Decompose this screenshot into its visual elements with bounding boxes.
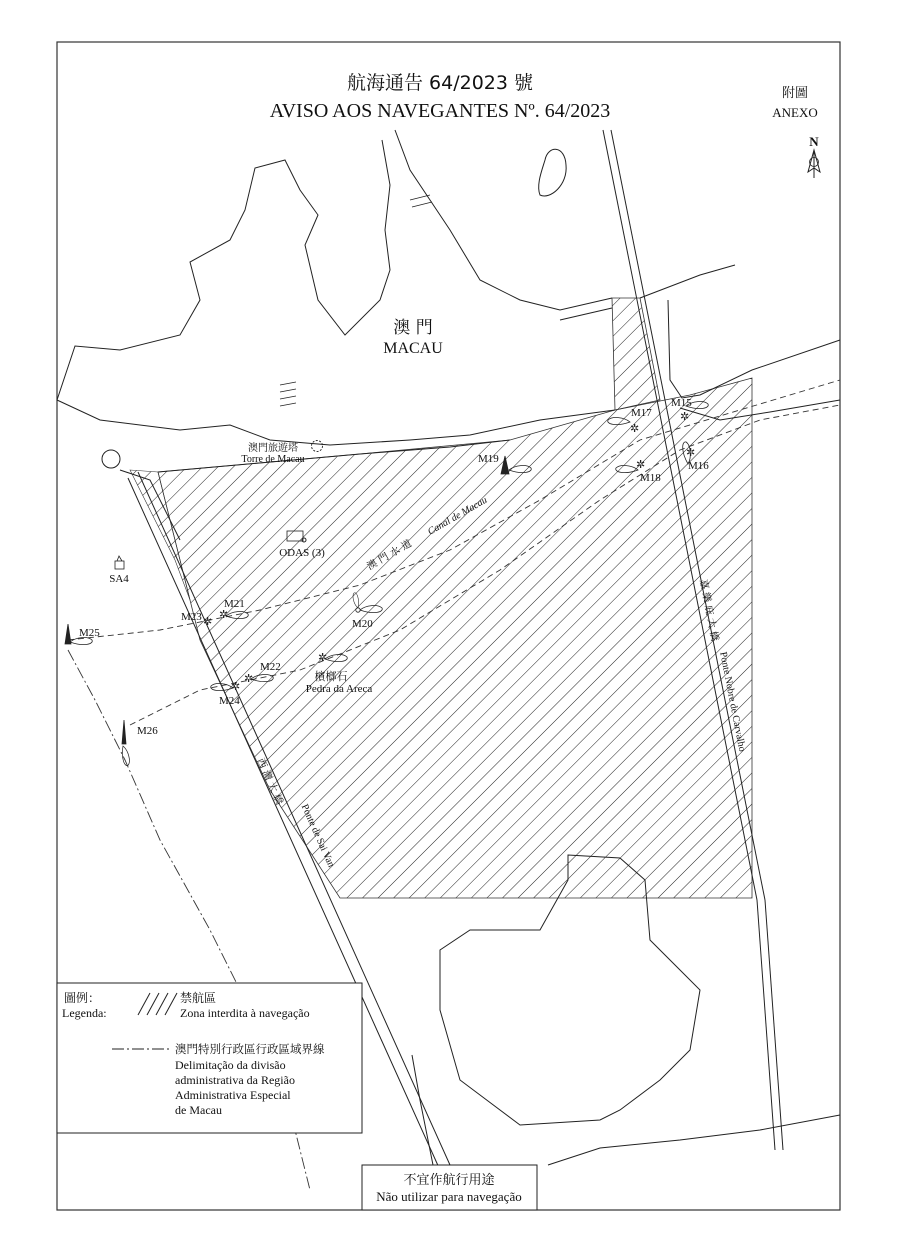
north-label: N [809, 134, 819, 149]
macau-label-pt: MACAU [383, 340, 443, 357]
svg-text:✲: ✲ [686, 446, 696, 459]
tower-label-zh: 澳門旅遊塔 [248, 443, 298, 454]
sa4-buoy-icon [115, 556, 124, 569]
tower-label-pt: Torre de Macau [241, 454, 305, 465]
tower-icon [312, 441, 323, 452]
marker-label-m15: M15 [671, 397, 692, 409]
svg-text:✲: ✲ [231, 680, 241, 693]
bridge-east-label-pt: Ponte Nobre de Carvalho [717, 650, 748, 753]
legend-boundary-pt-1: Delimitação da divisão [175, 1058, 286, 1072]
marker-label-m16: M16 [688, 460, 709, 472]
macau-label-zh: 澳 門 [393, 318, 433, 338]
north-arrow [808, 134, 820, 178]
marker-label-m22: M22 [260, 661, 281, 673]
sa4-label: SA4 [109, 573, 129, 585]
annex-pt: ANEXO [772, 105, 818, 120]
marker-label-m17: M17 [631, 407, 652, 419]
title-zh: 航海通告 64/2023 號 [346, 72, 534, 94]
legend [57, 983, 362, 1133]
marker-label-m19: M19 [478, 453, 499, 465]
areca-label-pt: Pedra da Areca [305, 683, 373, 695]
svg-text:✲: ✲ [318, 651, 328, 664]
legend-boundary-pt-2: administrativa da Região [175, 1073, 295, 1087]
legend-boundary-pt-4: de Macau [175, 1103, 222, 1117]
legend-restricted-zh: 禁航區 [180, 991, 217, 1005]
svg-text:✲: ✲ [203, 615, 213, 628]
legend-title-pt: Legenda: [62, 1006, 107, 1020]
not-for-navigation-zh: 不宜作航行用途 [403, 1173, 495, 1188]
bridge-east-label-zh: 嘉 樂 庇 大 橋 [697, 578, 720, 643]
not-for-navigation-pt: Não utilizar para navegação [376, 1189, 522, 1204]
svg-text:✲: ✲ [680, 410, 690, 423]
marker-label-m20: M20 [352, 618, 373, 630]
areca-label-zh: 檳榔石 [314, 670, 348, 683]
odas-label: ODAS (3) [279, 547, 325, 559]
svg-text:✲: ✲ [244, 672, 254, 685]
marker-label-m23: M23 [181, 611, 202, 623]
marker-label-m24: M24 [219, 695, 240, 707]
svg-text:✲: ✲ [219, 608, 229, 621]
legend-restricted-pt: Zona interdita à navegação [180, 1006, 310, 1020]
svg-text:✲: ✲ [630, 422, 640, 435]
svg-text:✲: ✲ [636, 458, 646, 471]
annex-zh: 附圖 [781, 86, 809, 101]
marker-label-m25: M25 [79, 627, 100, 639]
legend-boundary-zh: 澳門特別行政區行政區域界線 [175, 1042, 325, 1056]
channel-label-pt: Canal de Macau [425, 494, 490, 538]
bridge-west-label-pt: Ponte de Sai Van [298, 802, 337, 870]
marker-label-m18: M18 [640, 472, 661, 484]
channel-label-zh: 澳 門 水 道 [365, 538, 414, 573]
legend-boundary-pt-3: Administrativa Especial [175, 1088, 291, 1102]
bridge-west-label-zh: 西 灣 大 橋 [254, 756, 285, 807]
not-for-navigation-notice [362, 1165, 537, 1210]
marker-label-m26: M26 [137, 725, 158, 737]
marker-label-m21: M21 [224, 598, 245, 610]
south-island [412, 855, 840, 1200]
title-pt: AVISO AOS NAVEGANTES Nº. 64/2023 [269, 100, 611, 122]
legend-title-zh: 圖例： [64, 991, 101, 1005]
jetties [280, 195, 432, 406]
